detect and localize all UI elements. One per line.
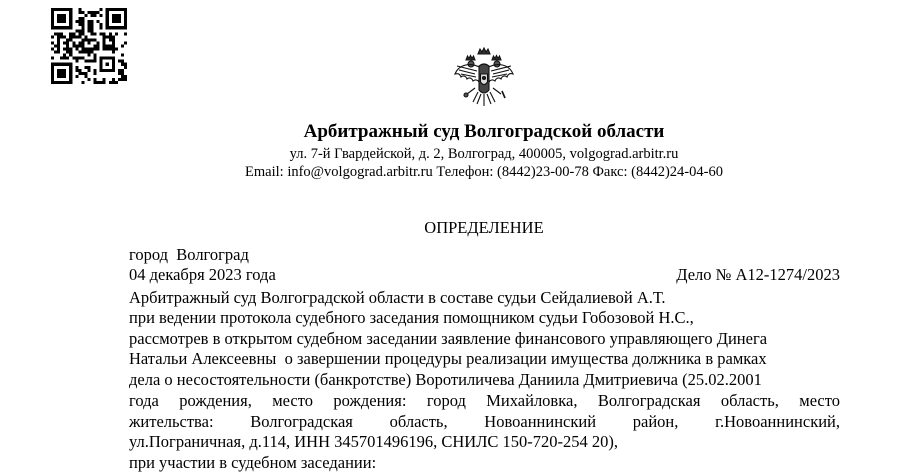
body-line: ул.Пограничная, д.114, ИНН 345701496196, СНИЛС 150-720-254 20),: [129, 432, 619, 451]
court-name: Арбитражный суд Волгоградской области: [303, 121, 665, 142]
qr-code-icon: [51, 8, 127, 84]
body-line: жительства: Волгоградская область, Новоаннинский район, г.Новоаннинский,: [129, 412, 840, 431]
body-line: дела о несостоятельности (банкротстве) Воротиличева Даниила Дмитриевича (25.02.2001: [129, 370, 762, 389]
body-line: Натальи Алексеевны о завершении процедуры реализации имущества должника в рамках: [129, 349, 767, 368]
case-number: Дело № А12-1274/2023: [676, 265, 840, 284]
document-title: ОПРЕДЕЛЕНИЕ: [424, 218, 544, 237]
court-address: ул. 7-й Гвардейской, д. 2, Волгоград, 400005, volgograd.arbitr.ru: [289, 146, 679, 162]
coat-of-arms-emblem: [451, 44, 517, 112]
body-line: Арбитражный суд Волгоградской области в составе судьи Сейдалиевой А.Т.: [129, 288, 666, 307]
body-line: года рождения, место рождения: город Михайловка, Волгоградская область, место: [129, 391, 840, 410]
body-line: при участии в судебном заседании:: [129, 453, 377, 472]
document-date: 04 декабря 2023 года: [129, 265, 276, 284]
body-line: при ведении протокола судебного заседания помощником судьи Гобозовой Н.С.,: [129, 308, 694, 327]
court-contacts: Email: info@volgograd.arbitr.ru Телефон: (8442)23-00-78 Факс: (8442)24-04-60: [245, 164, 723, 180]
body-line: рассмотрев в открытом судебном заседании заявление финансового управляющего Динега: [129, 329, 768, 348]
document-city: город Волгоград: [129, 245, 249, 264]
document-date-row: [129, 265, 840, 284]
